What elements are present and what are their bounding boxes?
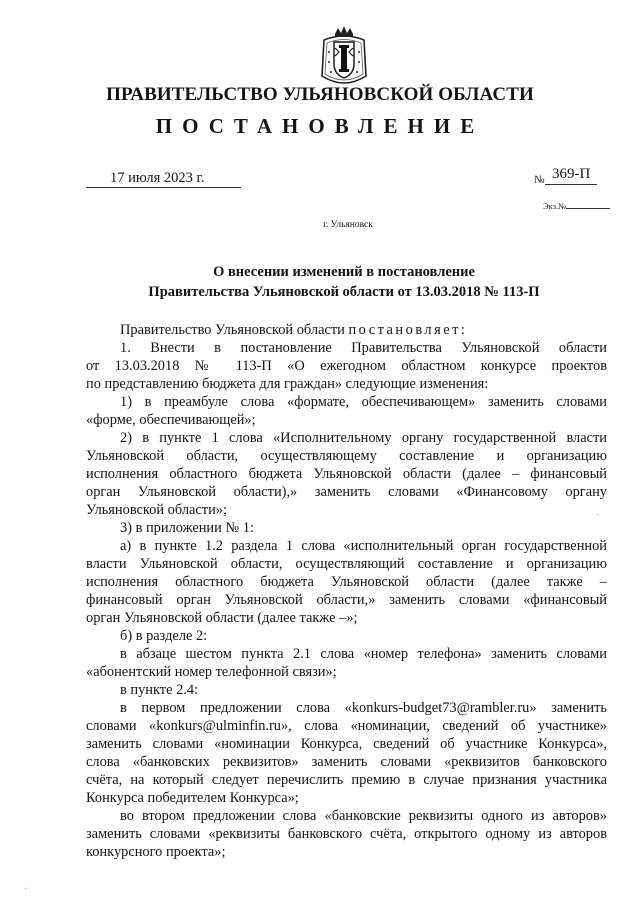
body-line: «форме, обеспечивающей»;	[86, 412, 256, 428]
body-line: 1. Внести в постановление Правительства Ульяновской области	[120, 340, 607, 356]
document-type: ПОСТАНОВЛЕНИЕ	[155, 114, 485, 138]
body-line: орган Ульяновской области),» заменить словами «Финансовому органу	[86, 484, 607, 500]
date-underline	[86, 187, 241, 188]
body-line: орган Ульяновской области (далее также –»;	[86, 610, 358, 626]
number-label: №	[534, 174, 545, 186]
scan-speck: ·	[596, 510, 600, 521]
city: г. Ульяновск	[323, 220, 373, 230]
body-line: 3) в приложении № 1:	[120, 520, 254, 536]
body-line: Ульяновской области, осуществляющему составление и организацию	[86, 448, 607, 464]
organization-name: ПРАВИТЕЛЬСТВО УЛЬЯНОВСКОЙ ОБЛАСТИ	[106, 84, 534, 105]
document-date: 17 июля 2023 г.	[110, 170, 205, 186]
body-line: слова «банковских реквизитов» заменить словами «реквизитов банковского	[86, 754, 607, 770]
body-line: власти Ульяновской области, осуществляющий составление и организацию	[86, 556, 607, 572]
body-line: а) в пункте 1.2 раздела 1 слова «исполнительный орган государственной	[120, 538, 607, 554]
body-line: исполнения областного бюджета Ульяновской области (далее также –	[86, 574, 607, 590]
body-line: заменить словами «номинации Конкурса, сведений об участнике Конкурса»,	[86, 736, 607, 752]
scan-speck: ·	[24, 884, 28, 895]
body-line: «абонентский номер телефонной связи»;	[86, 664, 337, 680]
body-line: словами «konkurs@ulminfin.ru», слова «номинации, сведений об участнике»	[86, 718, 607, 734]
body-line: Конкурса победителем Конкурса»;	[86, 790, 299, 806]
title-line-1: О внесении изменений в постановление	[213, 264, 475, 280]
body-line: исполнения областного бюджета Ульяновской области (далее – финансовый	[86, 466, 607, 482]
body-line: 1) в преамбуле слова «формате, обеспечивающем» заменить словами	[120, 394, 607, 410]
body-line: в пункте 2.4:	[120, 682, 199, 698]
body-line: от 13.03.2018 № 113-П «О ежегодном областном конкурсе проектов	[86, 358, 607, 374]
body-line: б) в разделе 2:	[120, 628, 208, 644]
copy-number-label: Экз.№	[543, 201, 610, 211]
title-line-2: Правительства Ульяновской области от 13.03.2018 № 113-П	[148, 284, 540, 300]
body-line: финансовый орган Ульяновской области,» заменить словами «финансовый	[86, 592, 607, 608]
body-line: в первом предложении слова «konkurs-budget73@rambler.ru» заменить	[120, 700, 607, 716]
intro-paragraph: Правительство Ульяновской области постановляет:	[120, 322, 468, 338]
body-line: Ульяновской области»;	[86, 502, 227, 518]
document-number: 369-П	[552, 166, 591, 182]
body-line: конкурсного проекта»;	[86, 844, 226, 860]
number-underline	[545, 184, 597, 185]
body-line: заменить словами «реквизиты банковского счёта, открытого одному из авторов	[86, 826, 607, 842]
body-line: по представлению бюджета для граждан» следующие изменения:	[86, 376, 489, 392]
body-line: в абзаце шестом пункта 2.1 слова «номер телефона» заменить словами	[120, 646, 607, 662]
body-line: во втором предложении слова «банковские реквизиты одного из авторов»	[120, 808, 607, 824]
coat-of-arms-emblem	[318, 24, 370, 90]
body-line: счёта, на который следует перечислить премию в случае признания участника	[86, 772, 607, 788]
body-line: 2) в пункте 1 слова «Исполнительному органу государственной власти	[120, 430, 607, 446]
